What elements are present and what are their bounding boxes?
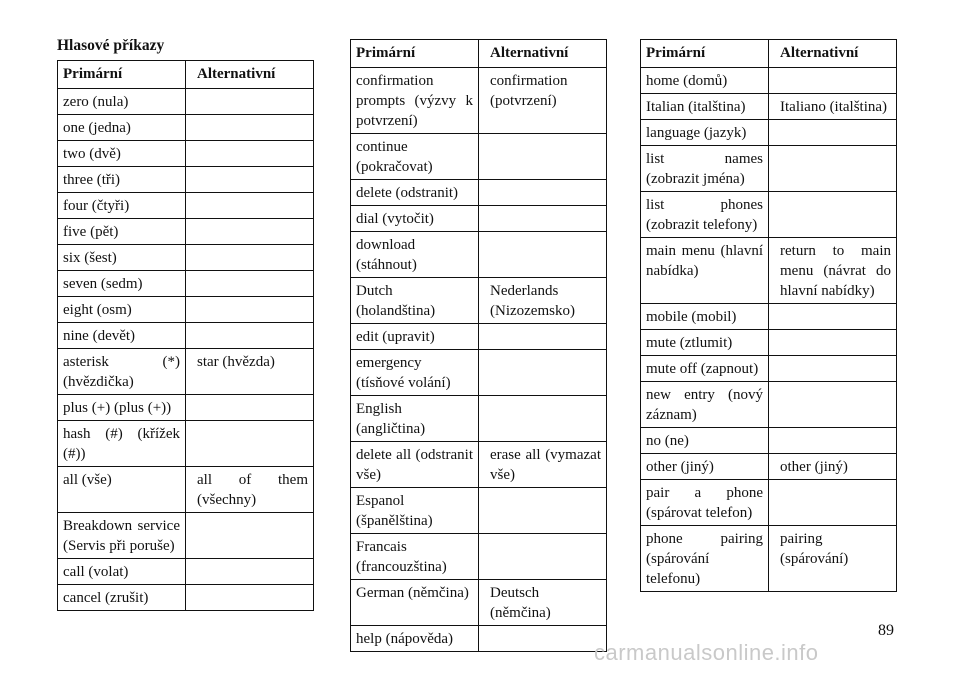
alternative-command — [769, 480, 897, 526]
primary-command: cancel (zrušit) — [58, 585, 186, 611]
alternative-command: other (jiný) — [769, 454, 897, 480]
table-row — [641, 304, 897, 330]
table-row — [58, 349, 314, 395]
primary-command: continue (pokračovat) — [351, 134, 479, 180]
page-number: 89 — [878, 622, 894, 639]
table-row — [351, 396, 607, 442]
table-row — [58, 467, 314, 513]
table-row — [351, 580, 607, 626]
table-row — [351, 350, 607, 396]
table-row — [58, 89, 314, 115]
primary-command: new entry (nový záznam) — [641, 382, 769, 428]
voice-commands-table-3 — [640, 39, 897, 592]
primary-command: edit (upravit) — [351, 324, 479, 350]
primary-command: language (jazyk) — [641, 120, 769, 146]
table-row — [58, 141, 314, 167]
section-title: Hlasové příkazy — [57, 37, 165, 54]
primary-command: Breakdown service (Servis při poruše) — [58, 513, 186, 559]
primary-command: Francais (francouzština) — [351, 534, 479, 580]
alternative-command — [186, 167, 314, 193]
alternative-command — [769, 428, 897, 454]
alternative-command: Deutsch (němčina) — [479, 580, 607, 626]
table-row — [351, 206, 607, 232]
primary-command: phone pairing (spárování telefonu) — [641, 526, 769, 592]
table-body-3 — [641, 68, 897, 592]
primary-command: mute off (zapnout) — [641, 356, 769, 382]
alternative-command — [479, 180, 607, 206]
table-row — [58, 297, 314, 323]
alternative-command: return to main menu (návrat do hlavní nabídky) — [769, 238, 897, 304]
primary-command: one (jedna) — [58, 115, 186, 141]
alternative-command — [769, 382, 897, 428]
primary-command: six (šest) — [58, 245, 186, 271]
primary-command: five (pět) — [58, 219, 186, 245]
primary-command: four (čtyři) — [58, 193, 186, 219]
primary-command: confirmation prompts (výzvy k potvrzení) — [351, 68, 479, 134]
alternative-command — [769, 146, 897, 192]
alternative-command — [479, 396, 607, 442]
alternative-command — [186, 395, 314, 421]
alternative-command — [479, 626, 607, 652]
table-row — [351, 534, 607, 580]
primary-command: three (tři) — [58, 167, 186, 193]
header-alternative: Alternativní — [186, 61, 314, 89]
table-row — [351, 68, 607, 134]
table-row — [58, 271, 314, 297]
primary-command: zero (nula) — [58, 89, 186, 115]
alternative-command — [479, 534, 607, 580]
table-row — [641, 192, 897, 238]
primary-command: hash (#) (křížek (#)) — [58, 421, 186, 467]
alternative-command — [479, 350, 607, 396]
alternative-command — [769, 120, 897, 146]
alternative-command — [186, 323, 314, 349]
table-row — [351, 278, 607, 324]
primary-command: emergency (tísňové volání) — [351, 350, 479, 396]
table-row — [351, 626, 607, 652]
table-body-2 — [351, 68, 607, 652]
primary-command: delete (odstranit) — [351, 180, 479, 206]
primary-command: plus (+) (plus (+)) — [58, 395, 186, 421]
table-row — [641, 146, 897, 192]
table-row — [641, 480, 897, 526]
table-row — [641, 120, 897, 146]
alternative-command — [186, 89, 314, 115]
alternative-command — [769, 356, 897, 382]
header-primary: Primární — [58, 61, 186, 89]
primary-command: list names (zobrazit jména) — [641, 146, 769, 192]
header-alternative: Alternativní — [769, 40, 897, 68]
primary-command: list phones (zobrazit telefony) — [641, 192, 769, 238]
alternative-command — [769, 68, 897, 94]
primary-command: German (němčina) — [351, 580, 479, 626]
primary-command: Espanol (španělština) — [351, 488, 479, 534]
alternative-command — [769, 330, 897, 356]
table-row — [641, 526, 897, 592]
primary-command: Dutch (holandština) — [351, 278, 479, 324]
primary-command: call (volat) — [58, 559, 186, 585]
table-row — [351, 324, 607, 350]
primary-command: dial (vytočit) — [351, 206, 479, 232]
table-row — [58, 513, 314, 559]
table-row — [641, 454, 897, 480]
primary-command: English (angličtina) — [351, 396, 479, 442]
table-row — [641, 330, 897, 356]
alternative-command: star (hvězda) — [186, 349, 314, 395]
alternative-command — [186, 219, 314, 245]
primary-command: pair a phone (spárovat telefon) — [641, 480, 769, 526]
table-row — [58, 559, 314, 585]
table-row — [58, 219, 314, 245]
alternative-command: Nederlands (Nizozemsko) — [479, 278, 607, 324]
primary-command: all (vše) — [58, 467, 186, 513]
table-row — [351, 180, 607, 206]
primary-command: delete all (odstranit vše) — [351, 442, 479, 488]
table-row — [58, 585, 314, 611]
alternative-command — [479, 488, 607, 534]
primary-command: mute (ztlumit) — [641, 330, 769, 356]
alternative-command: all of them (všechny) — [186, 467, 314, 513]
alternative-command — [186, 141, 314, 167]
primary-command: mobile (mobil) — [641, 304, 769, 330]
table-row — [58, 167, 314, 193]
alternative-command — [186, 297, 314, 323]
alternative-command — [186, 245, 314, 271]
alternative-command — [479, 206, 607, 232]
primary-command: nine (devět) — [58, 323, 186, 349]
primary-command: home (domů) — [641, 68, 769, 94]
table-row — [351, 134, 607, 180]
table-row — [641, 356, 897, 382]
alternative-command — [186, 271, 314, 297]
table-body-1 — [58, 89, 314, 611]
alternative-command — [769, 192, 897, 238]
table-row — [58, 323, 314, 349]
alternative-command — [186, 115, 314, 141]
header-primary: Primární — [351, 40, 479, 68]
alternative-command — [479, 232, 607, 278]
alternative-command — [186, 559, 314, 585]
alternative-command — [769, 304, 897, 330]
alternative-command — [186, 585, 314, 611]
voice-commands-table-2 — [350, 39, 607, 652]
table-row — [58, 115, 314, 141]
primary-command: main menu (hlavní nabídka) — [641, 238, 769, 304]
table-row — [58, 245, 314, 271]
alternative-command: Italiano (italština) — [769, 94, 897, 120]
alternative-command — [479, 134, 607, 180]
primary-command: help (nápověda) — [351, 626, 479, 652]
table-row — [641, 238, 897, 304]
primary-command: no (ne) — [641, 428, 769, 454]
table-row — [351, 232, 607, 278]
table-row — [351, 488, 607, 534]
alternative-command — [186, 193, 314, 219]
voice-commands-table-1 — [57, 60, 314, 611]
alternative-command — [186, 513, 314, 559]
alternative-command — [186, 421, 314, 467]
table-row — [641, 382, 897, 428]
watermark: carmanualsonline.info — [594, 640, 819, 665]
primary-command: two (dvě) — [58, 141, 186, 167]
header-alternative: Alternativní — [479, 40, 607, 68]
table-row — [58, 395, 314, 421]
primary-command: seven (sedm) — [58, 271, 186, 297]
table-row — [641, 68, 897, 94]
primary-command: download (stáhnout) — [351, 232, 479, 278]
table-row — [58, 193, 314, 219]
primary-command: eight (osm) — [58, 297, 186, 323]
primary-command: other (jiný) — [641, 454, 769, 480]
alternative-command: confirmation (potvrzení) — [479, 68, 607, 134]
table-row — [58, 421, 314, 467]
table-row — [641, 428, 897, 454]
table-row — [641, 94, 897, 120]
alternative-command: erase all (vymazat vše) — [479, 442, 607, 488]
alternative-command: pairing (spárování) — [769, 526, 897, 592]
table-row — [351, 442, 607, 488]
primary-command: Italian (italština) — [641, 94, 769, 120]
header-primary: Primární — [641, 40, 769, 68]
primary-command: asterisk (*) (hvězdička) — [58, 349, 186, 395]
alternative-command — [479, 324, 607, 350]
